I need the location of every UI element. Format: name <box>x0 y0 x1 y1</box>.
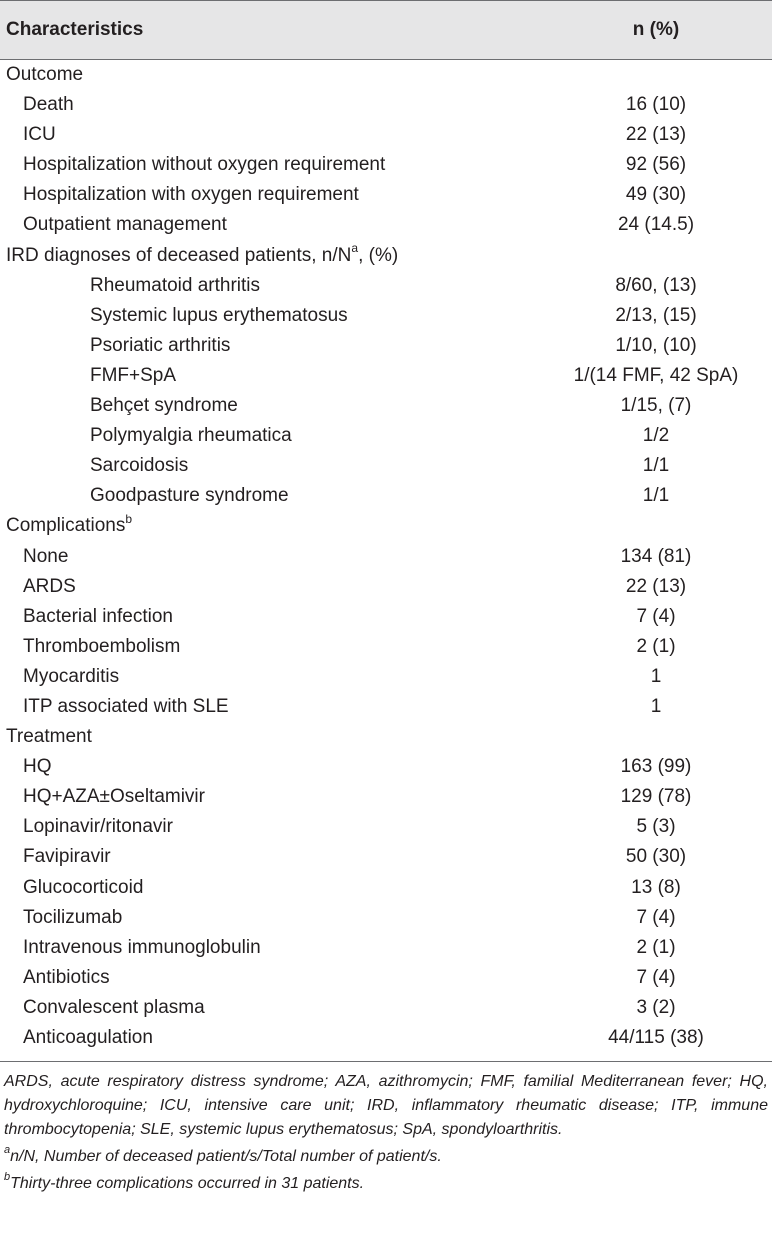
row-label <box>23 542 68 572</box>
footnote-abbreviations: ARDS, acute respiratory distress syndrome; AZA, azithromycin; FMF, familial Mediterranean fever; HQ, hydroxychloroquine; ICU, intensive care unit; IRD, inflammatory rheumatic disease; ITP, immune thrombocytopenia; SLE, systemic lupus erythematosus; SpA, spondyloarthritis. <box>4 1073 768 1138</box>
row-label <box>23 662 119 692</box>
footnote-a-text: n/N, Number of deceased patient/s/Total number of patient/s. <box>10 1148 442 1165</box>
row-label <box>23 873 143 903</box>
table-row <box>0 120 772 150</box>
row-label-text: Hospitalization without oxygen requirement <box>23 154 386 176</box>
row-label-text: HQ <box>23 756 52 778</box>
table-row <box>0 331 772 361</box>
table-body <box>0 60 772 1053</box>
row-label-text: FMF+SpA <box>90 364 177 386</box>
table-row <box>0 90 772 120</box>
row-label <box>90 481 289 511</box>
row-label-text: Behçet syndrome <box>90 395 238 417</box>
row-label <box>90 361 176 391</box>
row-value: 24 (14.5) <box>617 214 695 236</box>
table-row <box>0 993 772 1023</box>
table-header <box>0 0 772 60</box>
row-label-text: Complications <box>6 515 126 537</box>
row-label-text: ICU <box>23 124 56 146</box>
row-value: 5 (3) <box>636 816 676 838</box>
row-label <box>90 391 238 421</box>
table-row <box>0 481 772 511</box>
row-value: 2/13, (15) <box>615 304 697 326</box>
row-label-text: HQ+AZA±Oseltamivir <box>23 786 205 808</box>
table-row <box>0 301 772 331</box>
row-label <box>90 301 348 331</box>
row-label-text: Polymyalgia rheumatica <box>90 425 292 447</box>
row-label <box>6 241 398 271</box>
row-value: 13 (8) <box>631 876 681 898</box>
row-label <box>23 120 56 150</box>
table-section-row <box>0 60 772 90</box>
row-label <box>23 210 227 240</box>
table-row <box>0 873 772 903</box>
row-label <box>6 722 92 752</box>
table-row <box>0 782 772 812</box>
table-row <box>0 180 772 210</box>
row-value: 8/60, (13) <box>615 274 697 296</box>
table-footnotes <box>4 1070 768 1196</box>
row-label-text: Lopinavir/ritonavir <box>23 816 173 838</box>
footnote-marker: a <box>351 241 359 256</box>
row-label-text: Anticoagulation <box>23 1027 153 1048</box>
row-label <box>23 1023 153 1053</box>
row-value: 7 (4) <box>636 906 676 928</box>
row-label-text: Hospitalization with oxygen requirement <box>23 184 359 206</box>
row-value: 1/1 <box>642 455 670 477</box>
row-value: 129 (78) <box>620 786 692 808</box>
footnote-b-text: Thirty-three complications occurred in 31 patients. <box>10 1175 365 1192</box>
row-label-text: Death <box>23 94 74 116</box>
table-row <box>0 271 772 301</box>
row-value: 16 (10) <box>625 94 687 116</box>
row-label <box>23 993 205 1023</box>
row-value: 50 (30) <box>625 846 687 868</box>
row-value: 7 (4) <box>636 605 676 627</box>
row-label-text: Psoriatic arthritis <box>90 334 231 356</box>
row-label-text: Antibiotics <box>23 966 110 988</box>
row-label <box>23 180 359 210</box>
table-row <box>0 210 772 240</box>
row-value: 7 (4) <box>636 966 676 988</box>
row-label <box>23 602 173 632</box>
table-row <box>0 842 772 872</box>
row-value: 49 (30) <box>625 184 687 206</box>
table-row <box>0 662 772 692</box>
table-row <box>0 602 772 632</box>
row-label <box>90 451 188 481</box>
row-label <box>23 842 111 872</box>
row-label <box>23 572 76 602</box>
table-section-row <box>0 722 772 752</box>
row-value: 3 (2) <box>636 996 676 1018</box>
row-value: 44/115 (38) <box>608 1027 704 1048</box>
column-header-n-percent: n (%) <box>632 19 680 40</box>
row-label <box>6 511 132 541</box>
row-value: 1/1 <box>642 485 670 507</box>
row-value: 92 (56) <box>625 154 687 176</box>
row-value: 1/2 <box>642 425 670 447</box>
table-section-row <box>0 241 772 271</box>
row-value: 1/10, (10) <box>615 334 697 356</box>
row-label-text: Goodpasture syndrome <box>90 485 289 507</box>
row-label-text: Myocarditis <box>23 665 120 687</box>
row-label <box>23 933 261 963</box>
row-label-text: ARDS <box>23 575 76 597</box>
table-row <box>0 812 772 842</box>
table-section-row <box>0 511 772 541</box>
footnote-b-marker: b <box>4 1170 11 1183</box>
table-row <box>0 752 772 782</box>
row-value: 163 (99) <box>620 756 692 778</box>
row-label-text: None <box>23 545 69 567</box>
table-bottom-rule <box>0 1061 772 1062</box>
row-value: 1/(14 FMF, 42 SpA) <box>573 364 739 386</box>
row-label <box>23 812 173 842</box>
row-label <box>90 271 260 301</box>
row-value: 1 <box>650 695 662 717</box>
row-value: 1/15, (7) <box>620 395 692 417</box>
table-row <box>0 572 772 602</box>
row-label <box>23 752 52 782</box>
row-label-text: Intravenous immunoglobulin <box>23 936 261 958</box>
footnote-a <box>4 1145 768 1169</box>
row-label-text: Sarcoidosis <box>90 455 189 477</box>
row-label <box>23 782 205 812</box>
row-label-suffix: , (%) <box>358 244 399 266</box>
row-value: 134 (81) <box>620 545 692 567</box>
row-value: 2 (1) <box>636 936 676 958</box>
footnote-a-marker: a <box>4 1143 11 1156</box>
row-label-text: Treatment <box>6 726 92 748</box>
row-label <box>23 903 122 933</box>
row-label <box>6 60 83 90</box>
row-label <box>23 632 180 662</box>
row-label-text: Rheumatoid arthritis <box>90 274 261 296</box>
row-label <box>23 692 229 722</box>
row-label <box>23 963 110 993</box>
row-label <box>90 421 292 451</box>
column-header-characteristics: Characteristics <box>6 19 144 40</box>
table-row <box>0 632 772 662</box>
row-value: 1 <box>650 665 662 687</box>
table-row <box>0 421 772 451</box>
table-row <box>0 903 772 933</box>
table-row <box>0 542 772 572</box>
table-row <box>0 1023 772 1053</box>
row-value: 22 (13) <box>625 575 687 597</box>
row-label-text: ITP associated with SLE <box>23 695 229 717</box>
row-value: 2 (1) <box>636 635 676 657</box>
table-row <box>0 391 772 421</box>
table-row <box>0 451 772 481</box>
row-label-text: Outpatient management <box>23 214 227 236</box>
table-row <box>0 150 772 180</box>
row-label-text: Bacterial infection <box>23 605 173 627</box>
table-row <box>0 963 772 993</box>
row-label-text: Systemic lupus erythematosus <box>90 304 348 326</box>
table-row <box>0 692 772 722</box>
table-row <box>0 933 772 963</box>
row-label-text: IRD diagnoses of deceased patients, n/N <box>6 244 352 266</box>
footnote-b <box>4 1172 768 1196</box>
row-label-text: Favipiravir <box>23 846 111 868</box>
row-value: 22 (13) <box>625 124 687 146</box>
row-label-text: Tocilizumab <box>23 906 123 928</box>
row-label <box>90 331 230 361</box>
row-label-text: Outcome <box>6 64 84 85</box>
footnote-marker: b <box>125 512 133 527</box>
row-label-text: Convalescent plasma <box>23 996 205 1018</box>
row-label-text: Glucocorticoid <box>23 876 144 898</box>
table-row <box>0 361 772 391</box>
row-label <box>23 90 74 120</box>
row-label-text: Thromboembolism <box>23 635 181 657</box>
row-label <box>23 150 385 180</box>
